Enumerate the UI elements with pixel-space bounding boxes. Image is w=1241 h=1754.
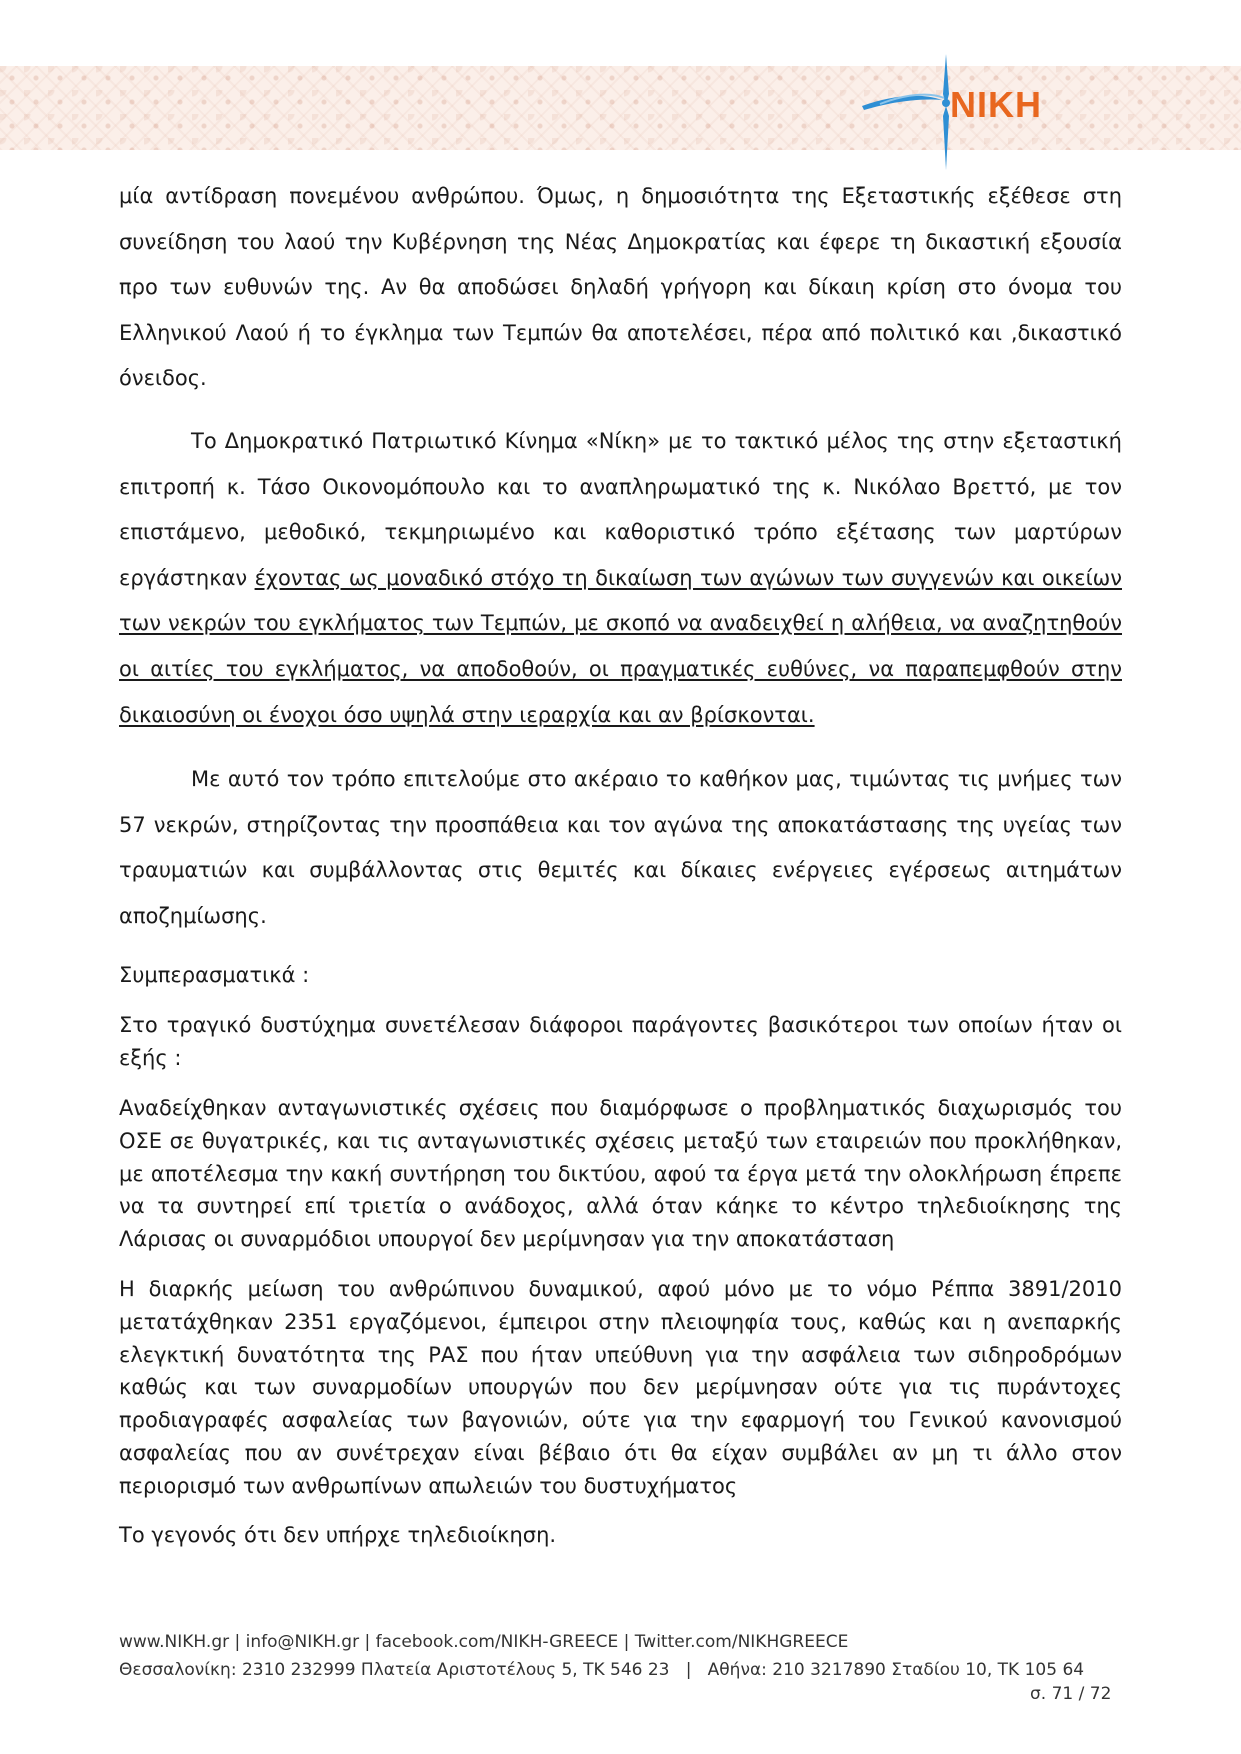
- footer-contact-links: www.NIKH.gr | info@NIKH.gr | facebook.com/NIKH-GREECE | Twitter.com/NIKHGREECE: [119, 1632, 849, 1652]
- logo-wordmark: NIKH: [950, 84, 1042, 125]
- paragraph-3: Με αυτό τον τρόπο επιτελούμε στο ακέραιο το καθήκον μας, τιμώντας τις μνήμες των 57 νεκρών, στηρίζοντας την προσπάθεια και τον αγώνα της αποκατάστασης της υγείας των τραυματιών και συμβάλλοντας στις θεμιτές και δίκαιες ενέργειες εγέρσεως αιτημάτων αποζημίωσης.: [119, 767, 1122, 928]
- paragraph-6: Η διαρκής μείωση του ανθρώπινου δυναμικού, αφού μόνο με το νόμο Ρέππα 3891/2010 μετατάχθηκαν 2351 εργαζόμενοι, έμπειροι στην πλειοψηφία τους, καθώς και η ανεπαρκής ελεγκτική δυνατότητα της ΡΑΣ που ήταν υπεύθυνη για την ασφάλεια των σιδηροδρόμων καθώς και των συναρμοδίων υπουργών που δεν μερίμνησαν ούτε για τις πυράντοχες προδιαγραφές ασφαλείας των βαγονιών, ούτε για την εφαρμογή του Γενικού κανονισμού ασφαλείας που αν συνέτρεχαν είναι βέβαιο ότι θα είχαν συμβάλει αν μη τι άλλο στον περιορισμό των ανθρωπίνων απωλειών του δυστυχήματος: [119, 1277, 1122, 1498]
- footer-addresses: Θεσσαλονίκη: 2310 232999 Πλατεία Αριστοτέλους 5, ΤΚ 546 23 | Αθήνα: 210 3217890 Σταδίου 10, ΤΚ 105 64: [119, 1660, 1085, 1680]
- paragraph-2: [119, 419, 1122, 738]
- nikh-logo: [850, 54, 1090, 174]
- paragraph-4: Στο τραγικό δυστύχημα συνετέλεσαν διάφοροι παράγοντες βασικότεροι των οποίων ήταν οι εξής :: [119, 1013, 1122, 1070]
- paragraph-2-text: Το Δημοκρατικό Πατριωτικό Κίνημα «Νίκη» με το τακτικό μέλος της στην εξεταστική επιτροπή κ. Τάσο Οικονομόπουλο και το αναπληρωματικό της κ. Νικόλαο Βρεττό, με τον επιστάμενο, μεθοδικό, τεκμηριωμένο και καθοριστικό τρόπο εξέτασης των μαρτύρων εργάστηκαν: [119, 429, 1122, 590]
- paragraph-5: Αναδείχθηκαν ανταγωνιστικές σχέσεις που διαμόρφωσε ο προβληματικός διαχωρισμός του ΟΣΕ σε θυγατρικές, και τις ανταγωνιστικές σχέσεις μεταξύ των εταιρειών που προκλήθηκαν, με αποτέλεσμα την κακή συντήρηση του δικτύου, αφού τα έργα μετά την ολοκλήρωση έπρεπε να τα συντηρεί επί τριετία ο ανάδοχος, αλλά όταν κάηκε το κέντρο τηλεδιοίκησης της Λάρισας οι συναρμόδιοι υπουργοί δεν μερίμνησαν για την αποκατάσταση: [119, 1096, 1122, 1252]
- page-number: σ. 71 / 72: [1030, 1684, 1112, 1704]
- paragraph-7: Το γεγονός ότι δεν υπήρχε τηλεδιοίκηση.: [119, 1523, 557, 1547]
- footer: [119, 1628, 1084, 1684]
- conclusions-heading: Συμπερασματικά :: [119, 963, 310, 987]
- paragraph-1: μία αντίδραση πονεμένου ανθρώπου. Όμως, η δημοσιότητα της Εξεταστικής εξέθεσε στη συνείδηση του λαού την Κυβέρνηση της Νέας Δημοκρατίας και έφερε τη δικαστική εξουσία προ των ευθυνών της. Αν θα αποδώσει δηλαδή γρήγορη και δίκαιη κρίση στο όνομα του Ελληνικού Λαού ή το έγκλημα των Τεμπών θα αποτελέσει, πέρα από πολιτικό και ,δικαστικό όνειδος.: [119, 184, 1122, 391]
- paragraph-2-underlined-text: έχοντας ως μοναδικό στόχο τη δικαίωση των αγώνων των συγγενών και οικείων των νεκρών του εγκλήματος των Τεμπών, με σκοπό να αναδειχθεί η αλήθεια, να αναζητηθούν οι αιτίες του εγκλήματος, να αποδοθούν, οι πραγματικές ευθύνες, να παραπεμφθούν στην δικαιοσύνη οι ένοχοι όσο υψηλά στην ιεραρχία και αν βρίσκονται.: [119, 565, 1122, 727]
